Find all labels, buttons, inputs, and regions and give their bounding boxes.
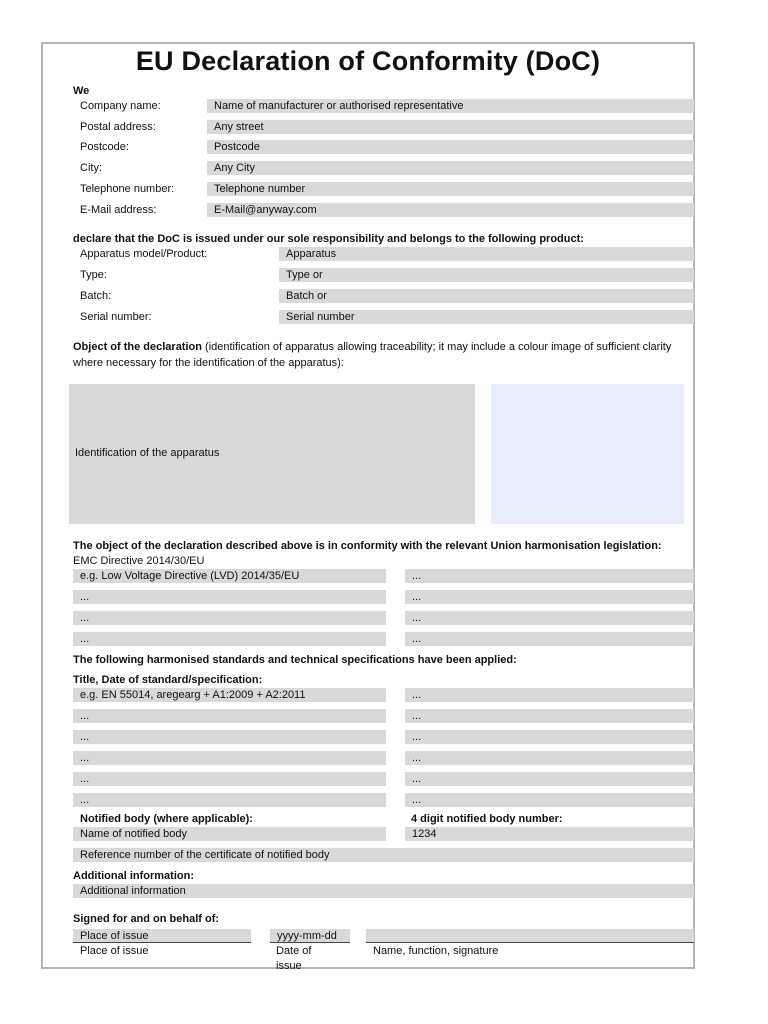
email-field[interactable]: E-Mail@anyway.com [207, 203, 694, 217]
standard-right-field[interactable]: ... [405, 709, 694, 723]
sign-date-caption: Date of issue [276, 945, 312, 972]
legislation-left-field[interactable]: ... [73, 611, 386, 625]
batch-label: Batch: [80, 290, 112, 302]
standard-left-field[interactable]: ... [73, 793, 386, 807]
sign-place-caption: Place of issue [80, 945, 149, 957]
telephone-field[interactable]: Telephone number [207, 182, 694, 196]
object-heading [73, 339, 693, 371]
notified-number-heading: 4 digit notified body number: [411, 813, 563, 825]
notified-body-field[interactable]: Name of notified body [73, 827, 386, 841]
company-name-label: Company name: [80, 100, 161, 112]
standard-right-field[interactable]: ... [405, 751, 694, 765]
object-heading-rest: (identification of apparatus allowing traceability; it may include a colour image of sufficient clarity where necessary for the identification of the apparatus): [73, 341, 672, 369]
company-name-field[interactable]: Name of manufacturer or authorised representative [207, 99, 694, 113]
notified-number-field[interactable]: 1234 [405, 827, 694, 841]
emc-directive: EMC Directive 2014/30/EU [73, 555, 205, 567]
notified-body-heading: Notified body (where applicable): [80, 813, 253, 825]
standards-heading: The following harmonised standards and technical specifications have been applied: [73, 654, 517, 666]
standard-right-field[interactable]: ... [405, 730, 694, 744]
standard-left-field[interactable]: ... [73, 751, 386, 765]
standard-left-field[interactable]: ... [73, 730, 386, 744]
standard-left-field[interactable]: e.g. EN 55014, aregearg + A1:2009 + A2:2011 [73, 688, 386, 702]
standards-subheading: Title, Date of standard/specification: [73, 674, 263, 686]
email-label: E-Mail address: [80, 204, 157, 216]
identification-box[interactable] [69, 384, 475, 524]
city-label: City: [80, 162, 102, 174]
standard-right-field[interactable]: ... [405, 688, 694, 702]
type-label: Type: [80, 269, 107, 281]
we-heading: We [73, 85, 90, 97]
sign-date-field[interactable]: yyyy-mm-dd [270, 929, 350, 943]
postcode-field[interactable]: Postcode [207, 140, 694, 154]
page-title: EU Declaration of Conformity (DoC) [135, 46, 601, 76]
city-field[interactable]: Any City [207, 161, 694, 175]
telephone-label: Telephone number: [80, 183, 175, 195]
legislation-right-field[interactable]: ... [405, 590, 694, 604]
apparatus-model-field[interactable]: Apparatus [279, 247, 694, 261]
legislation-right-field[interactable]: ... [405, 569, 694, 583]
sign-place-field[interactable]: Place of issue [73, 929, 251, 943]
postcode-label: Postcode: [80, 141, 129, 153]
sign-name-caption: Name, function, signature [373, 945, 499, 957]
sign-name-field[interactable] [366, 929, 694, 943]
postal-address-label: Postal address: [80, 121, 156, 133]
postal-address-field[interactable]: Any street [207, 120, 694, 134]
legislation-left-field[interactable]: ... [73, 590, 386, 604]
standard-left-field[interactable]: ... [73, 709, 386, 723]
conformity-heading: The object of the declaration described above is in conformity with the relevant Union harmonisation legislation: [73, 540, 662, 552]
apparatus-image-placeholder[interactable] [491, 384, 684, 524]
apparatus-model-label: Apparatus model/Product: [80, 248, 208, 260]
type-field[interactable]: Type or [279, 268, 694, 282]
legislation-right-field[interactable]: ... [405, 632, 694, 646]
object-heading-bold: Object of the declaration [73, 341, 202, 353]
serial-number-label: Serial number: [80, 311, 152, 323]
legislation-left-field[interactable]: e.g. Low Voltage Directive (LVD) 2014/35/EU [73, 569, 386, 583]
serial-number-field[interactable]: Serial number [279, 310, 694, 324]
standard-right-field[interactable]: ... [405, 772, 694, 786]
certificate-reference-field[interactable]: Reference number of the certificate of notified body [73, 848, 694, 862]
identification-label: Identification of the apparatus [75, 447, 220, 459]
signed-heading: Signed for and on behalf of: [73, 913, 220, 925]
standard-right-field[interactable]: ... [405, 793, 694, 807]
declare-heading: declare that the DoC is issued under our sole responsibility and belongs to the following product: [73, 233, 584, 245]
legislation-left-field[interactable]: ... [73, 632, 386, 646]
legislation-right-field[interactable]: ... [405, 611, 694, 625]
additional-info-field[interactable]: Additional information [73, 884, 694, 898]
standard-left-field[interactable]: ... [73, 772, 386, 786]
additional-heading: Additional information: [73, 870, 194, 882]
batch-field[interactable]: Batch or [279, 289, 694, 303]
